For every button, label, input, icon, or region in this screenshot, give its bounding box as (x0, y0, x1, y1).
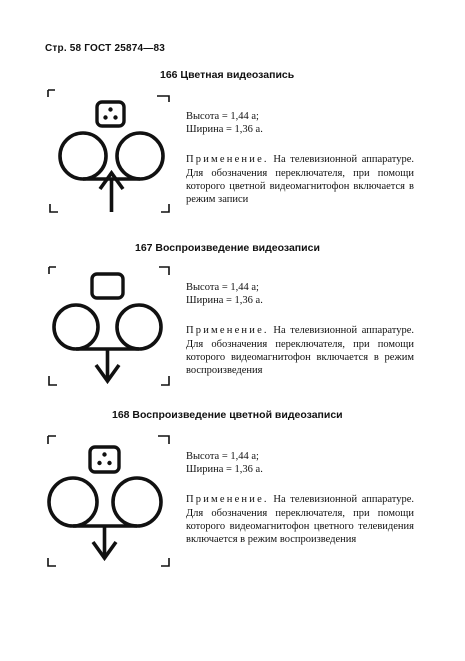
section-text (186, 281, 414, 377)
application-paragraph (186, 324, 414, 377)
right-reel-icon (113, 478, 161, 526)
application-paragraph (186, 153, 414, 206)
height-line: Высота = 1,44 a; (186, 111, 259, 122)
application-label: Применение. (186, 154, 269, 166)
left-reel-icon (54, 305, 98, 349)
dimensions (186, 281, 414, 307)
application-label: Применение. (186, 325, 269, 337)
height-line: Высота = 1,44 a; (186, 282, 259, 293)
page-header: Стр. 58 ГОСТ 25874—83 (45, 43, 165, 54)
width-line: Ширина = 1,36 a. (186, 295, 263, 307)
height-line: Высота = 1,44 a; (186, 451, 259, 462)
symbol-figure (45, 88, 185, 218)
application-label: Применение. (186, 494, 269, 506)
color-dots-icon (103, 107, 117, 119)
color-dots-icon (97, 452, 111, 465)
cassette-icon (97, 102, 124, 126)
left-reel-icon (49, 478, 97, 526)
right-reel-icon (117, 133, 163, 179)
cassette-icon (90, 447, 119, 472)
left-reel-icon (60, 133, 106, 179)
width-line: Ширина = 1,36 a. (186, 464, 263, 476)
section-title: 167 Воспроизведение видеозаписи (135, 242, 320, 254)
reels-with-color-cassette-arrow-up-icon (45, 88, 185, 218)
application-text: На телевизионной аппаратуре. Для обозначения переключателя, при помощи которого видеомагнитофон цветного телевидения включается в режим воспроизведения (186, 494, 415, 546)
application-text: На телевизионной аппаратуре. Для обозначения переключателя, при помощи которого цветной видеомагнитофон включается в режим записи (186, 154, 415, 206)
application-paragraph (186, 493, 414, 546)
dimensions (186, 110, 414, 136)
reels-with-cassette-arrow-down-icon (45, 264, 185, 394)
section-title: 166 Цветная видеозапись (160, 69, 295, 81)
frame-corner-marks (48, 90, 169, 212)
application-text: На телевизионной аппаратуре. Для обозначения переключателя, при помощи которого видеомагнитофон включается в режим воспроизведения (186, 325, 415, 377)
symbol-figure (45, 433, 185, 573)
section-text (186, 450, 414, 546)
reels-with-color-cassette-arrow-down-icon (45, 433, 185, 573)
symbol-figure (45, 264, 185, 394)
width-line: Ширина = 1,36 a. (186, 124, 263, 136)
right-reel-icon (117, 305, 161, 349)
dimensions (186, 450, 414, 476)
frame-corner-marks (48, 436, 169, 566)
cassette-icon (92, 274, 123, 298)
section-text (186, 110, 414, 206)
section-title: 168 Воспроизведение цветной видеозаписи (112, 409, 343, 421)
